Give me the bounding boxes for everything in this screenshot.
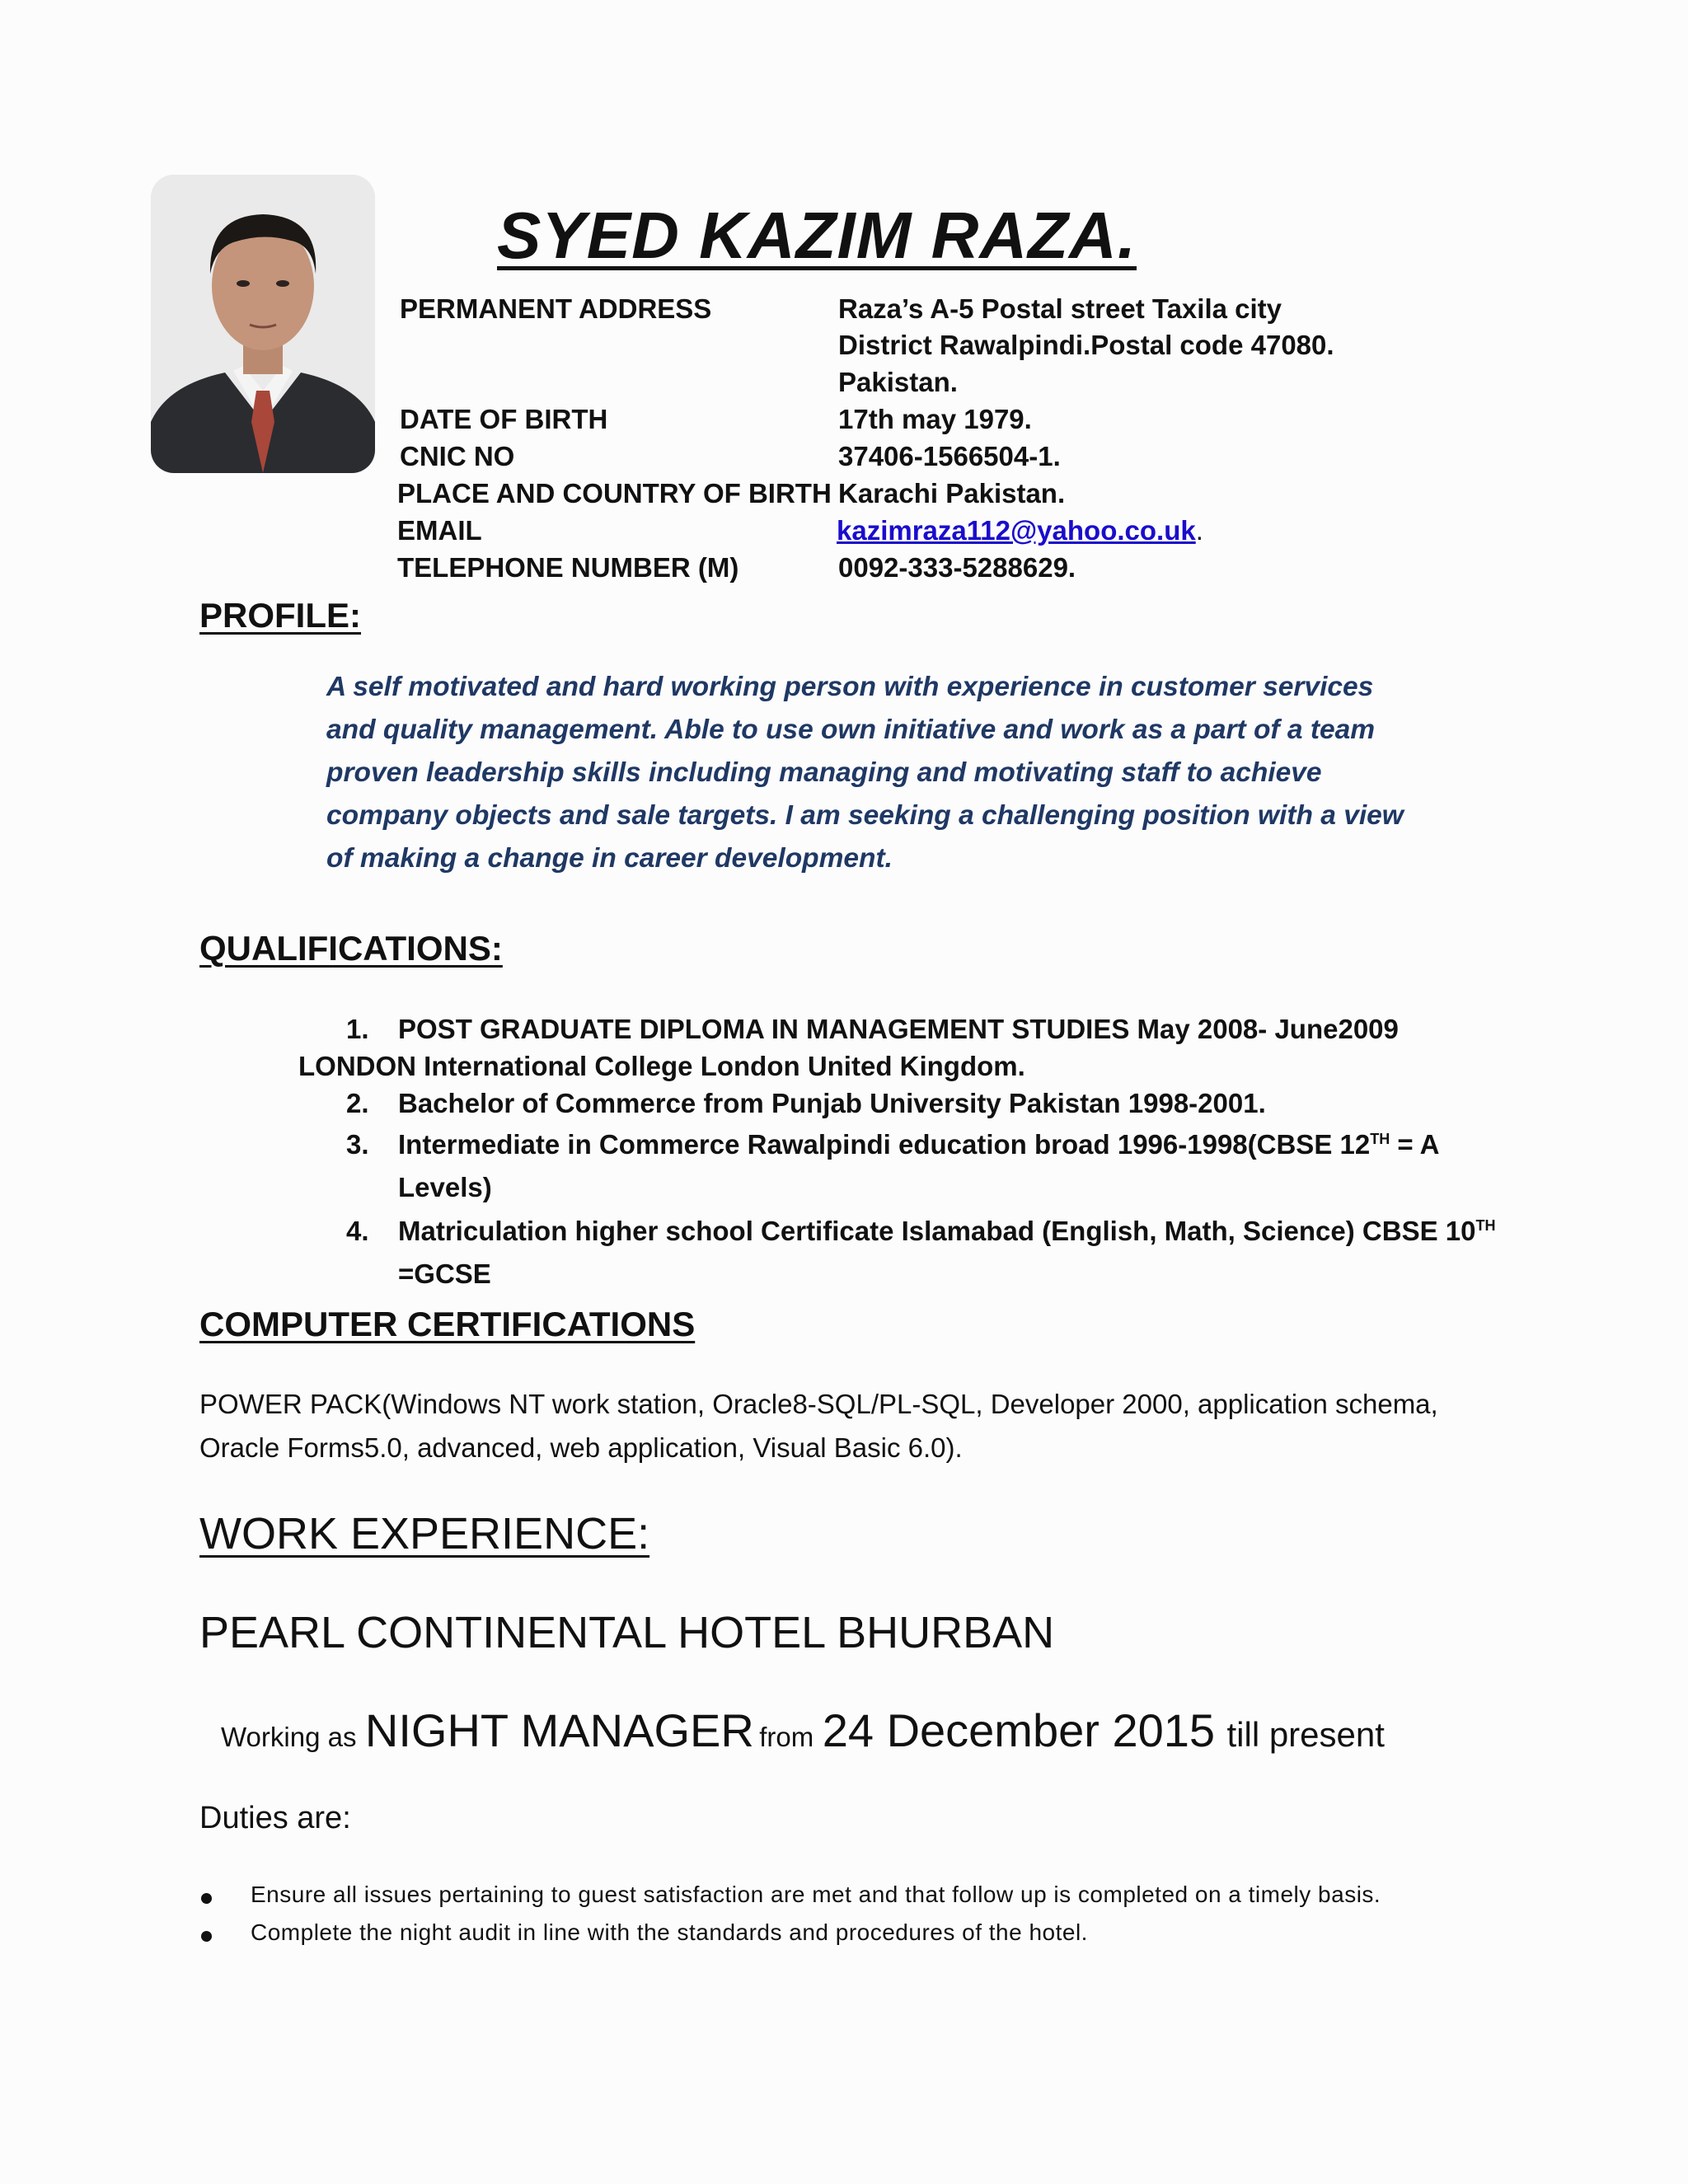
profile-summary	[326, 666, 1404, 880]
email-label: EMAIL	[397, 515, 482, 546]
qualification-item: =GCSE	[398, 1258, 491, 1289]
address-line-2: District Rawalpindi.Postal code 47080.	[838, 330, 1334, 360]
phone-value: 0092-333-5288629.	[838, 552, 1076, 583]
qualification-number: 3.	[346, 1129, 369, 1160]
qualification-item: POST GRADUATE DIPLOMA IN MANAGEMENT STUDIES May 2008- June2009	[398, 1014, 1399, 1044]
phone-label: TELEPHONE NUMBER (M)	[397, 552, 739, 583]
superscript: TH	[1370, 1131, 1390, 1147]
qualification-number: 2.	[346, 1088, 369, 1118]
qualification-item	[398, 1216, 1495, 1247]
qualification-item: Bachelor of Commerce from Punjab University Pakistan 1998-2001.	[398, 1088, 1266, 1118]
address-line-1: Raza’s A-5 Postal street Taxila city	[838, 293, 1282, 324]
till-text: till present	[1226, 1715, 1385, 1754]
qualification-text: Intermediate in Commerce Rawalpindi education broad 1996-1998(CBSE 12	[398, 1129, 1371, 1160]
qualification-item: LONDON International College London United Kingdom.	[298, 1051, 1025, 1081]
profile-line: and quality management. Able to use own initiative and work as a part of a team	[326, 715, 1376, 745]
dob-label: DATE OF BIRTH	[400, 404, 608, 434]
email-suffix: .	[1195, 515, 1203, 546]
qualification-suffix: = A	[1390, 1129, 1440, 1160]
employer-name: PEARL CONTINENTAL HOTEL BHURBAN	[199, 1608, 1055, 1657]
cnic-label: CNIC NO	[400, 441, 515, 471]
dob-value: 17th may 1979.	[838, 404, 1032, 434]
address-line-3: Pakistan.	[838, 367, 958, 397]
profile-line: of making a change in career development.	[326, 843, 893, 874]
position-title: NIGHT MANAGER	[364, 1704, 754, 1756]
duties-label: Duties are:	[199, 1801, 351, 1835]
profile-line: A self motivated and hard working person with experience in customer services	[326, 672, 1374, 702]
birthplace-value: Karachi Pakistan.	[838, 478, 1066, 509]
birthplace-label: PLACE AND COUNTRY OF BIRTH	[397, 478, 832, 509]
duty-item: Ensure all issues pertaining to guest satisfaction are met and that follow up is completed on a timely basis.	[251, 1882, 1381, 1907]
qualification-number: 4.	[346, 1216, 369, 1246]
qualification-item: Levels)	[398, 1172, 492, 1202]
profile-photo	[151, 175, 375, 473]
computer-certifications-heading: COMPUTER CERTIFICATIONS	[199, 1305, 696, 1343]
working-as-text: Working as	[221, 1722, 357, 1752]
certification-line: POWER PACK(Windows NT work station, Oracle8-SQL/PL-SQL, Developer 2000, application schema,	[199, 1389, 1438, 1419]
profile-line: proven leadership skills including managing and motivating staff to achieve	[326, 757, 1322, 788]
duty-item: Complete the night audit in line with the standards and procedures of the hotel.	[251, 1919, 1088, 1945]
bullet-icon	[201, 1931, 212, 1942]
work-experience-heading: WORK EXPERIENCE:	[199, 1509, 650, 1558]
qualification-number: 1.	[346, 1014, 369, 1044]
qualifications-heading: QUALIFICATIONS:	[199, 929, 503, 968]
person-portrait-icon	[151, 175, 375, 473]
qualification-item	[398, 1129, 1439, 1160]
email-link[interactable]: kazimraza112@yahoo.co.uk	[837, 515, 1196, 546]
cnic-value: 37406-1566504-1.	[838, 441, 1061, 471]
email-row	[837, 515, 1203, 546]
start-date: 24 December 2015	[822, 1704, 1216, 1756]
candidate-name: SYED KAZIM RAZA.	[497, 199, 1137, 272]
from-text: from	[759, 1722, 814, 1752]
bullet-icon	[201, 1893, 212, 1904]
position-line	[221, 1702, 1385, 1772]
profile-heading: PROFILE:	[199, 596, 361, 635]
qualification-text: Matriculation higher school Certificate Islamabad (English, Math, Science) CBSE 10	[398, 1216, 1476, 1246]
superscript: TH	[1475, 1217, 1496, 1234]
address-label: PERMANENT ADDRESS	[400, 293, 712, 324]
certification-line: Oracle Forms5.0, advanced, web application, Visual Basic 6.0).	[199, 1432, 963, 1463]
profile-line: company objects and sale targets. I am seeking a challenging position with a view	[326, 800, 1404, 831]
